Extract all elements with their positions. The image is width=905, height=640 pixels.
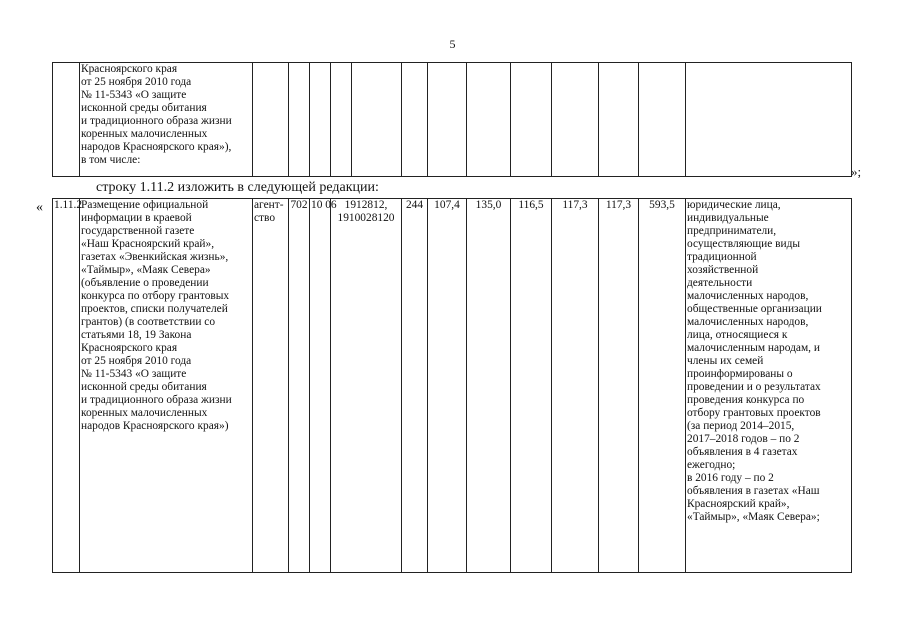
- top-table: [52, 62, 852, 177]
- row-y2017: 117,3: [552, 199, 599, 573]
- row-agency: [253, 199, 289, 573]
- instruction-text: строку 1.11.2 изложить в следующей редакции:: [96, 180, 379, 195]
- row-y2015: 135,0: [467, 199, 511, 573]
- row-result-text: юридические лица, индивидуальные предприниматели, осуществляющие виды традиционной хозяйственной деятельности малочисленных народов, общественные организации малочисленных народов, лица, относящиеся к малочисленным народам, и члены их семей проинформированы о проведении и о результатах проведения конкурса по отбору грантовых проектов (за период 2014–2015, 2017–2018 годов – по 2 объявления в 4 газетах ежегодно; в 2016 году – по 2 объявления в газетах «Наш Красноярский край», «Таймыр», «Маяк Севера»;: [687, 199, 822, 523]
- row-grbs: 702: [289, 199, 310, 573]
- top-cell: [467, 63, 511, 177]
- row-description: [80, 199, 253, 573]
- top-description-cell: [80, 63, 253, 177]
- top-cell: [686, 63, 852, 177]
- top-cell: [552, 63, 599, 177]
- top-cell: [511, 63, 552, 177]
- row-target-text: 1912812, 1910028120: [337, 199, 395, 224]
- row-result: [686, 199, 852, 573]
- row-number: 1.11.2: [53, 199, 80, 573]
- row-description-text: Размещение официальной информации в краевой государственной газете «Наш Красноярский край», газетах «Эвенкийская жизнь», «Таймыр», «Маяк Севера» (объявление о проведении конкурса по отбору грантовых проектов, списки получателей грантов) (в соответствии со статьями 18, 19 Закона Красноярского края от 25 ноября 2010 года № 11-5343 «О защите исконной среды обитания и традиционного образа жизни коренных малочисленных народов Красноярского края»): [81, 199, 232, 432]
- row-y2014: 107,4: [428, 199, 467, 573]
- top-cell: [352, 63, 402, 177]
- top-description-text: Красноярского края от 25 ноября 2010 года № 11-5343 «О защите исконной среды обитания и традиционного образа жизни коренных малочисленных народов Красноярского края»), в том числе:: [81, 63, 232, 166]
- row-section: 10 06: [310, 199, 331, 573]
- top-cell: [253, 63, 289, 177]
- row-agency-text: агент- ство: [254, 199, 284, 224]
- opening-mark: «: [36, 200, 43, 215]
- closing-mark: »;: [851, 164, 862, 179]
- row-target: [331, 199, 402, 573]
- top-cell: [599, 63, 639, 177]
- row-vr: 244: [402, 199, 428, 573]
- top-cell: [310, 63, 331, 177]
- row-total: 593,5: [639, 199, 686, 573]
- top-number-cell: [53, 63, 80, 177]
- top-cell: [428, 63, 467, 177]
- top-cell: [331, 63, 352, 177]
- row-y2016: 116,5: [511, 199, 552, 573]
- top-cell: [639, 63, 686, 177]
- top-cell: [402, 63, 428, 177]
- top-cell: [289, 63, 310, 177]
- page-number: 5: [449, 37, 456, 51]
- main-table: [52, 198, 852, 573]
- row-y2018: 117,3: [599, 199, 639, 573]
